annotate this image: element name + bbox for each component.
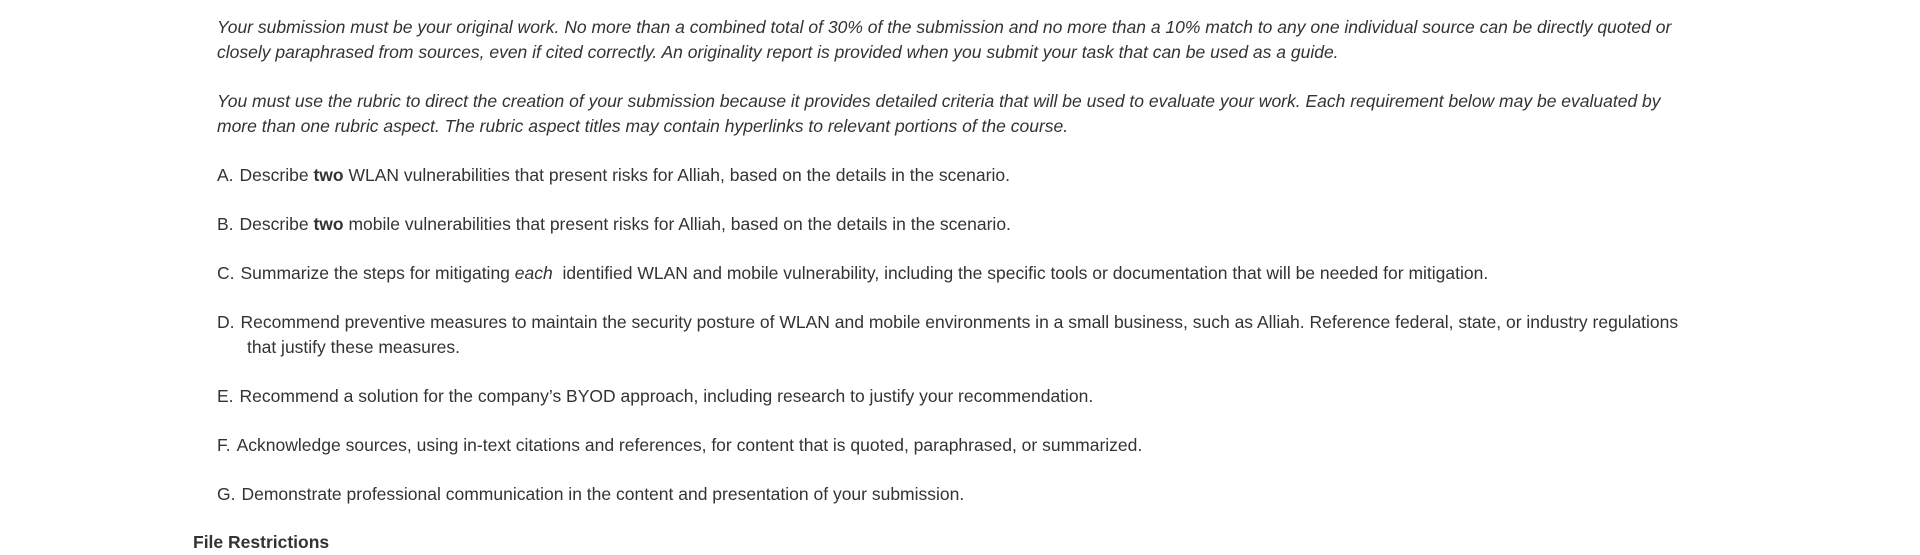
requirement-text: Recommend preventive measures to maintain the security posture of WLAN and mobile environments in a small business, such as Alliah. Reference federal, state, or industry regulations that justify these measures.	[240, 312, 1679, 357]
rubric-paragraph: You must use the rubric to direct the creation of your submission because it provides detailed criteria that will be used to evaluate your work. Each requirement below may be evaluated by more than one rubric aspect. The rubric aspect titles may contain hyperlinks to relevant portions of the course.	[217, 91, 1661, 136]
requirement-e	[217, 384, 1697, 409]
requirement-letter: F.	[217, 435, 231, 455]
requirement-text: Demonstrate professional communication in the content and presentation of your submission.	[241, 484, 965, 504]
requirement-letter: E.	[217, 386, 234, 406]
originality-paragraph: Your submission must be your original work. No more than a combined total of 30% of the submission and no more than a 10% match to any one individual source can be directly quoted or closely paraphrased from sources, even if cited correctly. An originality report is provided when you submit your task that can be used as a guide.	[217, 17, 1672, 62]
requirement-letter: D.	[217, 312, 235, 332]
requirement-text: Acknowledge sources, using in-text citations and references, for content that is quoted, paraphrased, or summarized.	[236, 435, 1143, 455]
requirement-text: Describe	[239, 214, 314, 234]
requirement-f	[217, 433, 1697, 458]
requirement-c	[217, 261, 1697, 286]
requirement-a	[217, 163, 1697, 188]
requirement-emphasis: each	[514, 263, 553, 283]
requirement-emphasis: two	[313, 214, 344, 234]
requirement-text: identified WLAN and mobile vulnerability, including the specific tools or documentation that will be needed for mitigation.	[552, 263, 1489, 283]
requirement-text: Summarize the steps for mitigating	[240, 263, 515, 283]
requirement-emphasis: two	[313, 165, 344, 185]
requirement-d	[217, 310, 1697, 360]
task-requirements-section	[217, 15, 1697, 531]
requirement-b	[217, 212, 1697, 237]
requirement-letter: B.	[217, 214, 234, 234]
requirement-letter: G.	[217, 484, 236, 504]
requirement-text: Describe	[239, 165, 314, 185]
requirement-letter: A.	[217, 165, 234, 185]
requirements-list	[217, 163, 1697, 507]
requirement-text: Recommend a solution for the company’s BYOD approach, including research to justify your recommendation.	[239, 386, 1094, 406]
requirement-text: WLAN vulnerabilities that present risks for Alliah, based on the details in the scenario.	[343, 165, 1010, 185]
requirement-text: mobile vulnerabilities that present risks for Alliah, based on the details in the scenario.	[343, 214, 1011, 234]
file-restrictions-heading: File Restrictions	[193, 532, 330, 552]
requirement-g	[217, 482, 1697, 507]
requirement-letter: C.	[217, 263, 235, 283]
